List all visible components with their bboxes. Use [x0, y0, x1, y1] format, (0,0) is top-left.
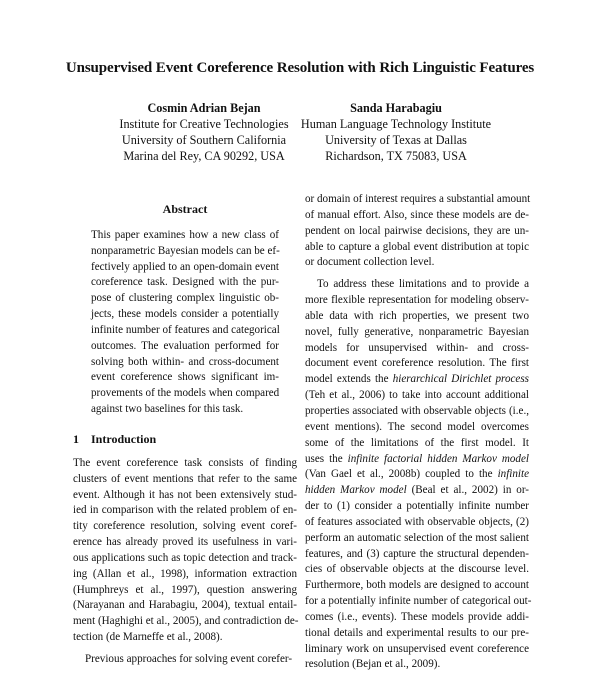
body-line: ied in comparison with the related problem of en- — [73, 504, 297, 517]
body-line: event mentions). The second model overcomes — [305, 420, 529, 433]
abstract-line: jects, these models consider a potentially — [91, 308, 279, 321]
abstract-heading: Abstract — [162, 202, 208, 216]
body-line: able data with rich properties, we present two — [305, 309, 529, 322]
body-line: ment (Haghighi et al., 2005), and contradiction de- — [73, 615, 299, 628]
section-title: Introduction — [91, 431, 157, 446]
right-column — [305, 192, 532, 673]
body-line: ing (Allan et al., 1998), information extraction — [73, 567, 297, 580]
body-line: able to capture a global event distribution at topic — [305, 240, 529, 253]
right-paragraph-1 — [305, 192, 529, 271]
body-line: erence has already proved its usefulness in vari- — [73, 536, 297, 549]
body-line: der to (1) consider a potentially infinite number — [305, 500, 529, 513]
body-line: novel, fully generative, nonparametric Bayesian — [305, 325, 529, 338]
introduction-paragraph-2 — [73, 652, 297, 668]
body-line: some of the limitations of the first model. It — [305, 436, 529, 449]
abstract-line: against two baselines for this task. — [91, 403, 244, 416]
body-line: of features associated with observable objects, (2) — [305, 515, 529, 528]
right-paragraph-2 — [305, 277, 532, 673]
body-line: resolution (Bejan et al., 2009). — [305, 658, 441, 671]
author-affiliation-line: Human Language Technology Institute — [300, 117, 492, 131]
section-number: 1 — [73, 431, 79, 446]
body-line: or domain of interest requires a substantial amount — [305, 193, 531, 205]
body-line: cies of observable objects at the discourse level. — [305, 563, 529, 576]
body-line: The event coreference task consists of finding — [73, 456, 297, 469]
body-line: more flexible representation for modeling observ- — [305, 294, 529, 307]
author-name: Sanda Harabagiu — [350, 101, 442, 115]
body-line: tional details and experimental results to our pre- — [305, 626, 529, 639]
body-line: liminary work on unsupervised event coreference — [305, 642, 529, 655]
body-line: models for unsupervised within- and cross- — [305, 341, 529, 354]
author-affiliation-line: University of Southern California — [121, 133, 287, 147]
body-line: features, and (3) capture the structural dependen- — [305, 547, 529, 560]
body-line: properties associated with observable objects (i.e., — [305, 404, 529, 417]
abstract-line: fectively applied to an open-domain event — [91, 260, 279, 273]
left-column — [73, 202, 297, 668]
abstract-line: infinite number of features and categorical — [91, 323, 280, 336]
body-line: (Narayanan and Harabagiu, 2004), textual entail- — [73, 599, 297, 612]
abstract-line: event coreference shows significant im- — [91, 371, 279, 384]
author-affiliation-line: Marina del Rey, CA 90292, USA — [123, 149, 285, 163]
body-line: hidden Markov model (Beal et al., 2002) in or- — [305, 484, 529, 497]
author-affiliation-line: Richardson, TX 75083, USA — [325, 149, 467, 163]
body-line: tection (de Marneffe et al., 2008). — [73, 631, 223, 644]
abstract-line: outcomes. The evaluation performed for — [91, 339, 279, 352]
body-line: pendent on local pairwise decisions, they are un- — [305, 224, 529, 237]
body-line: (Van Gael et al., 2008b) coupled to the infinite — [305, 468, 529, 481]
body-line: comes (i.e., events). These models provide addi- — [305, 610, 529, 623]
body-line: for a potentially infinite number of categorical out- — [305, 595, 532, 608]
abstract-line: nonparametric Bayesian models can be ef- — [91, 244, 280, 257]
author-name: Cosmin Adrian Bejan — [147, 101, 261, 115]
body-line: document event coreference resolution. The first — [305, 357, 529, 370]
body-line: perform an automatic selection of the most salient — [305, 531, 529, 544]
introduction-paragraph-1 — [73, 456, 297, 646]
body-line: event. Although it has not been extensively stud- — [73, 488, 297, 501]
body-line: (Teh et al., 2006) to take into account additional — [305, 389, 529, 402]
body-line: To address these limitations and to provide a — [317, 278, 529, 291]
section-heading-introduction — [73, 432, 297, 448]
body-line: ous applications such as topic detection and track- — [73, 551, 297, 564]
abstract-line: This paper examines how a new class of — [91, 228, 279, 241]
body-line: model extends the hierarchical Dirichlet process — [305, 373, 529, 386]
paper-title: Unsupervised Event Coreference Resolution with Rich Linguistic Features — [65, 60, 535, 76]
body-line: of manual effort. Also, since these models are de- — [305, 208, 529, 221]
abstract-line: pose of clustering complex linguistic ob- — [91, 292, 279, 305]
body-line: or document collection level. — [305, 256, 435, 269]
body-line: tity coreference resolution, solving event coref- — [73, 520, 297, 533]
body-line: (Humphreys et al., 1997), question answering — [73, 583, 297, 596]
author-affiliation-line: Institute for Creative Technologies — [119, 117, 289, 131]
abstract-body — [91, 228, 279, 418]
abstract-line: provements of the models when compared — [91, 387, 280, 400]
body-line: Previous approaches for solving event corefer- — [85, 652, 293, 665]
author-affiliation-line: University of Texas at Dallas — [325, 133, 467, 147]
author-block-2 — [286, 100, 506, 164]
author-block-1 — [94, 100, 314, 164]
abstract-line: coreference task. Designed with the pur- — [91, 276, 279, 289]
abstract-line: solving both within- and cross-document — [91, 355, 279, 368]
body-line: uses the infinite factorial hidden Markov model — [305, 452, 529, 465]
body-line: Furthermore, both models are designed to account — [305, 579, 529, 592]
body-line: clusters of event mentions that refer to the same — [73, 472, 297, 485]
